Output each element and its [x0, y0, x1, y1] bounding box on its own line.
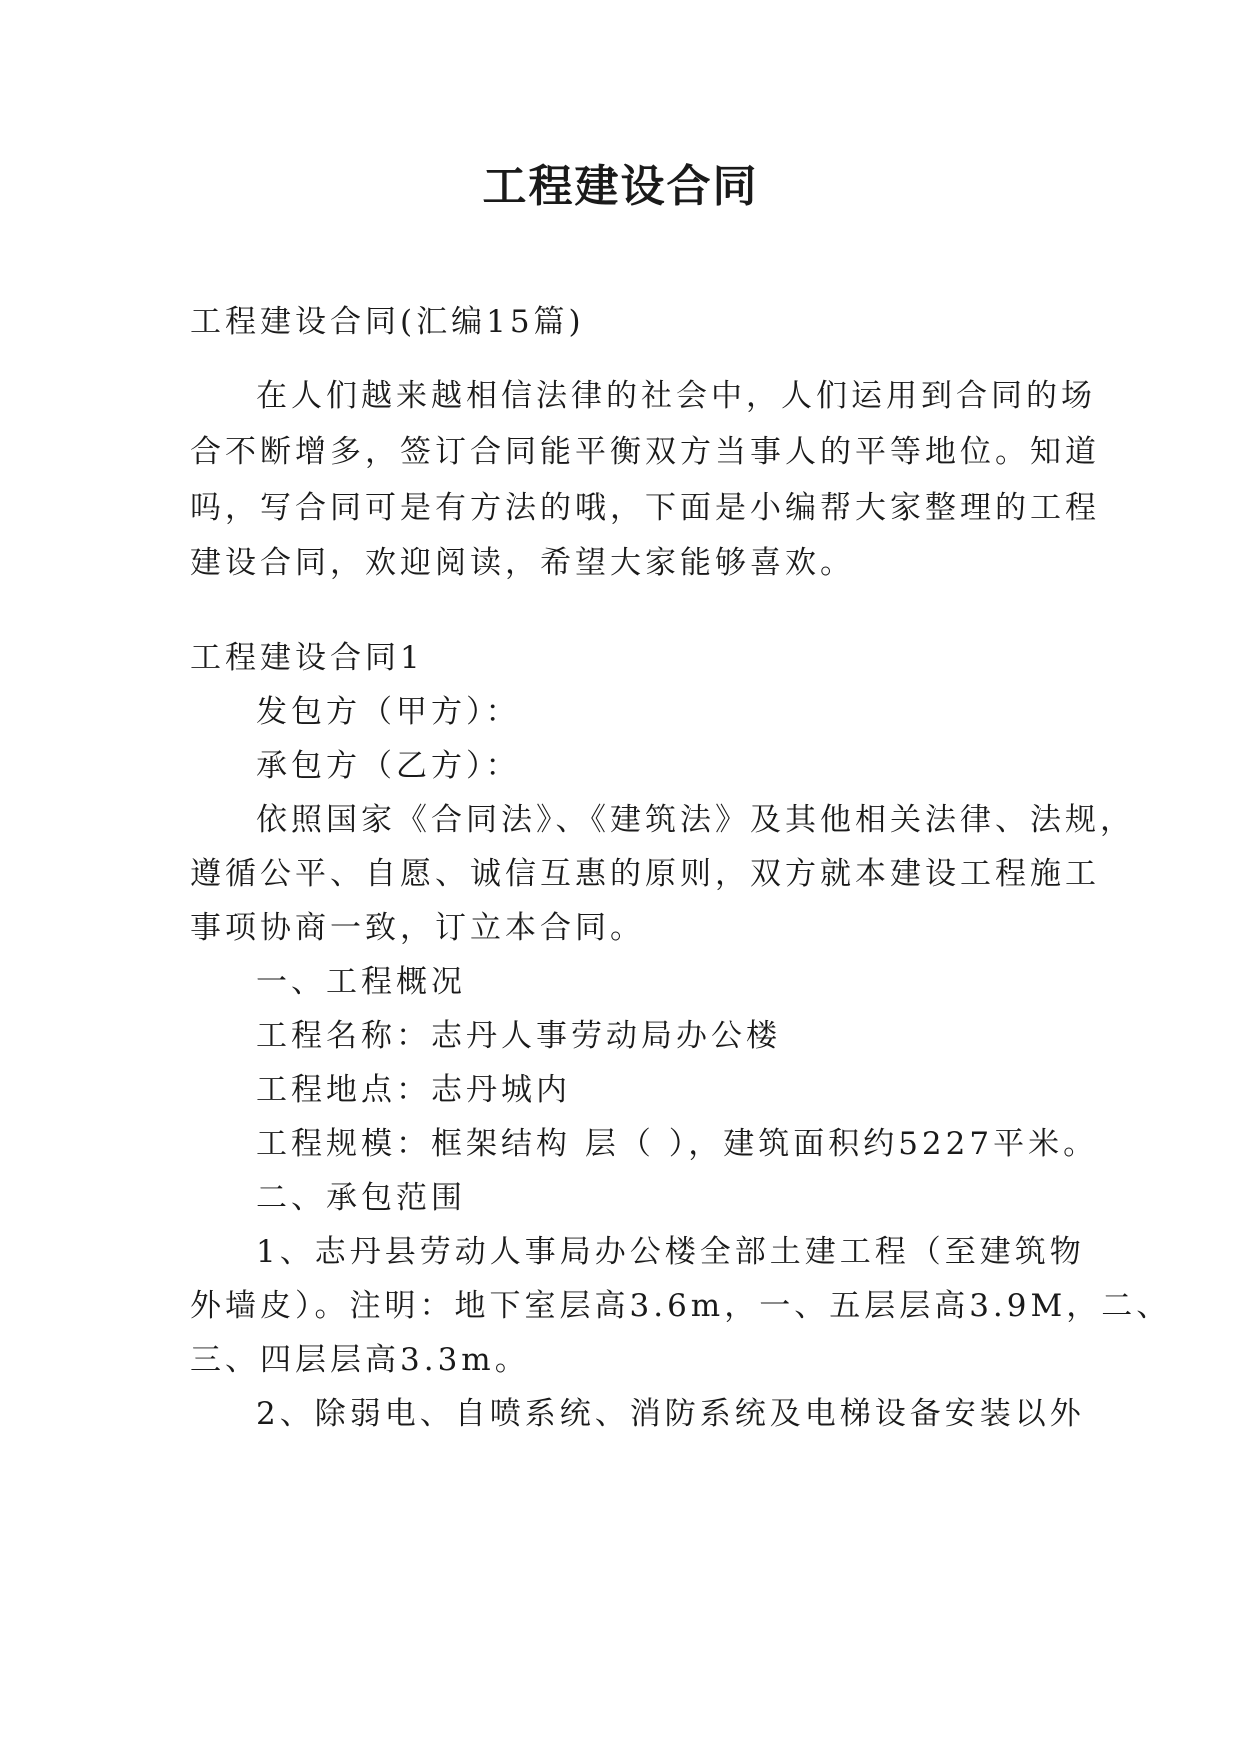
basis-line-2: 遵循公平、自愿、诚信互惠的原则，双方就本建设工程施工: [190, 856, 1100, 892]
intro-line-3: 吗，写合同可是有方法的哦，下面是小编帮大家整理的工程: [190, 490, 1100, 526]
project-name: 工程名称：志丹人事劳动局办公楼: [256, 1018, 781, 1054]
scope1-line-2: 外墙皮）。注明：地下室层高3.6m，一、五层层高3.9M，二、: [190, 1288, 1172, 1324]
party-a: 发包方（甲方）：: [256, 694, 521, 730]
party-b: 承包方（乙方）：: [256, 748, 521, 784]
intro-line-2: 合不断增多，签订合同能平衡双方当事人的平等地位。知道: [190, 434, 1100, 470]
basis-line-3: 事项协商一致，订立本合同。: [190, 910, 645, 946]
basis-line-1: 依照国家《合同法》、《建筑法》及其他相关法律、法规，: [256, 802, 1135, 838]
scope1-line-3: 三、四层层高3.3m。: [190, 1342, 530, 1378]
project-scale: 工程规模：框架结构 层（ ），建筑面积约5227平米。: [256, 1126, 1099, 1162]
heading-project-overview: 一、工程概况: [256, 964, 466, 1000]
intro-line-1: 在人们越来越相信法律的社会中，人们运用到合同的场: [256, 378, 1096, 414]
project-location: 工程地点：志丹城内: [256, 1072, 571, 1108]
document-title: 工程建设合同: [482, 161, 759, 212]
scope1-line-1: 1、志丹县劳动人事局办公楼全部土建工程（至建筑物: [256, 1234, 1085, 1270]
intro-line-4: 建设合同，欢迎阅读，希望大家能够喜欢。: [190, 545, 855, 581]
scope2-line-1: 2、除弱电、自喷系统、消防系统及电梯设备安装以外: [256, 1396, 1085, 1432]
section-heading: 工程建设合同1: [190, 640, 424, 676]
heading-contract-scope: 二、承包范围: [256, 1180, 466, 1216]
document-subtitle: 工程建设合同(汇编15篇): [190, 304, 585, 340]
